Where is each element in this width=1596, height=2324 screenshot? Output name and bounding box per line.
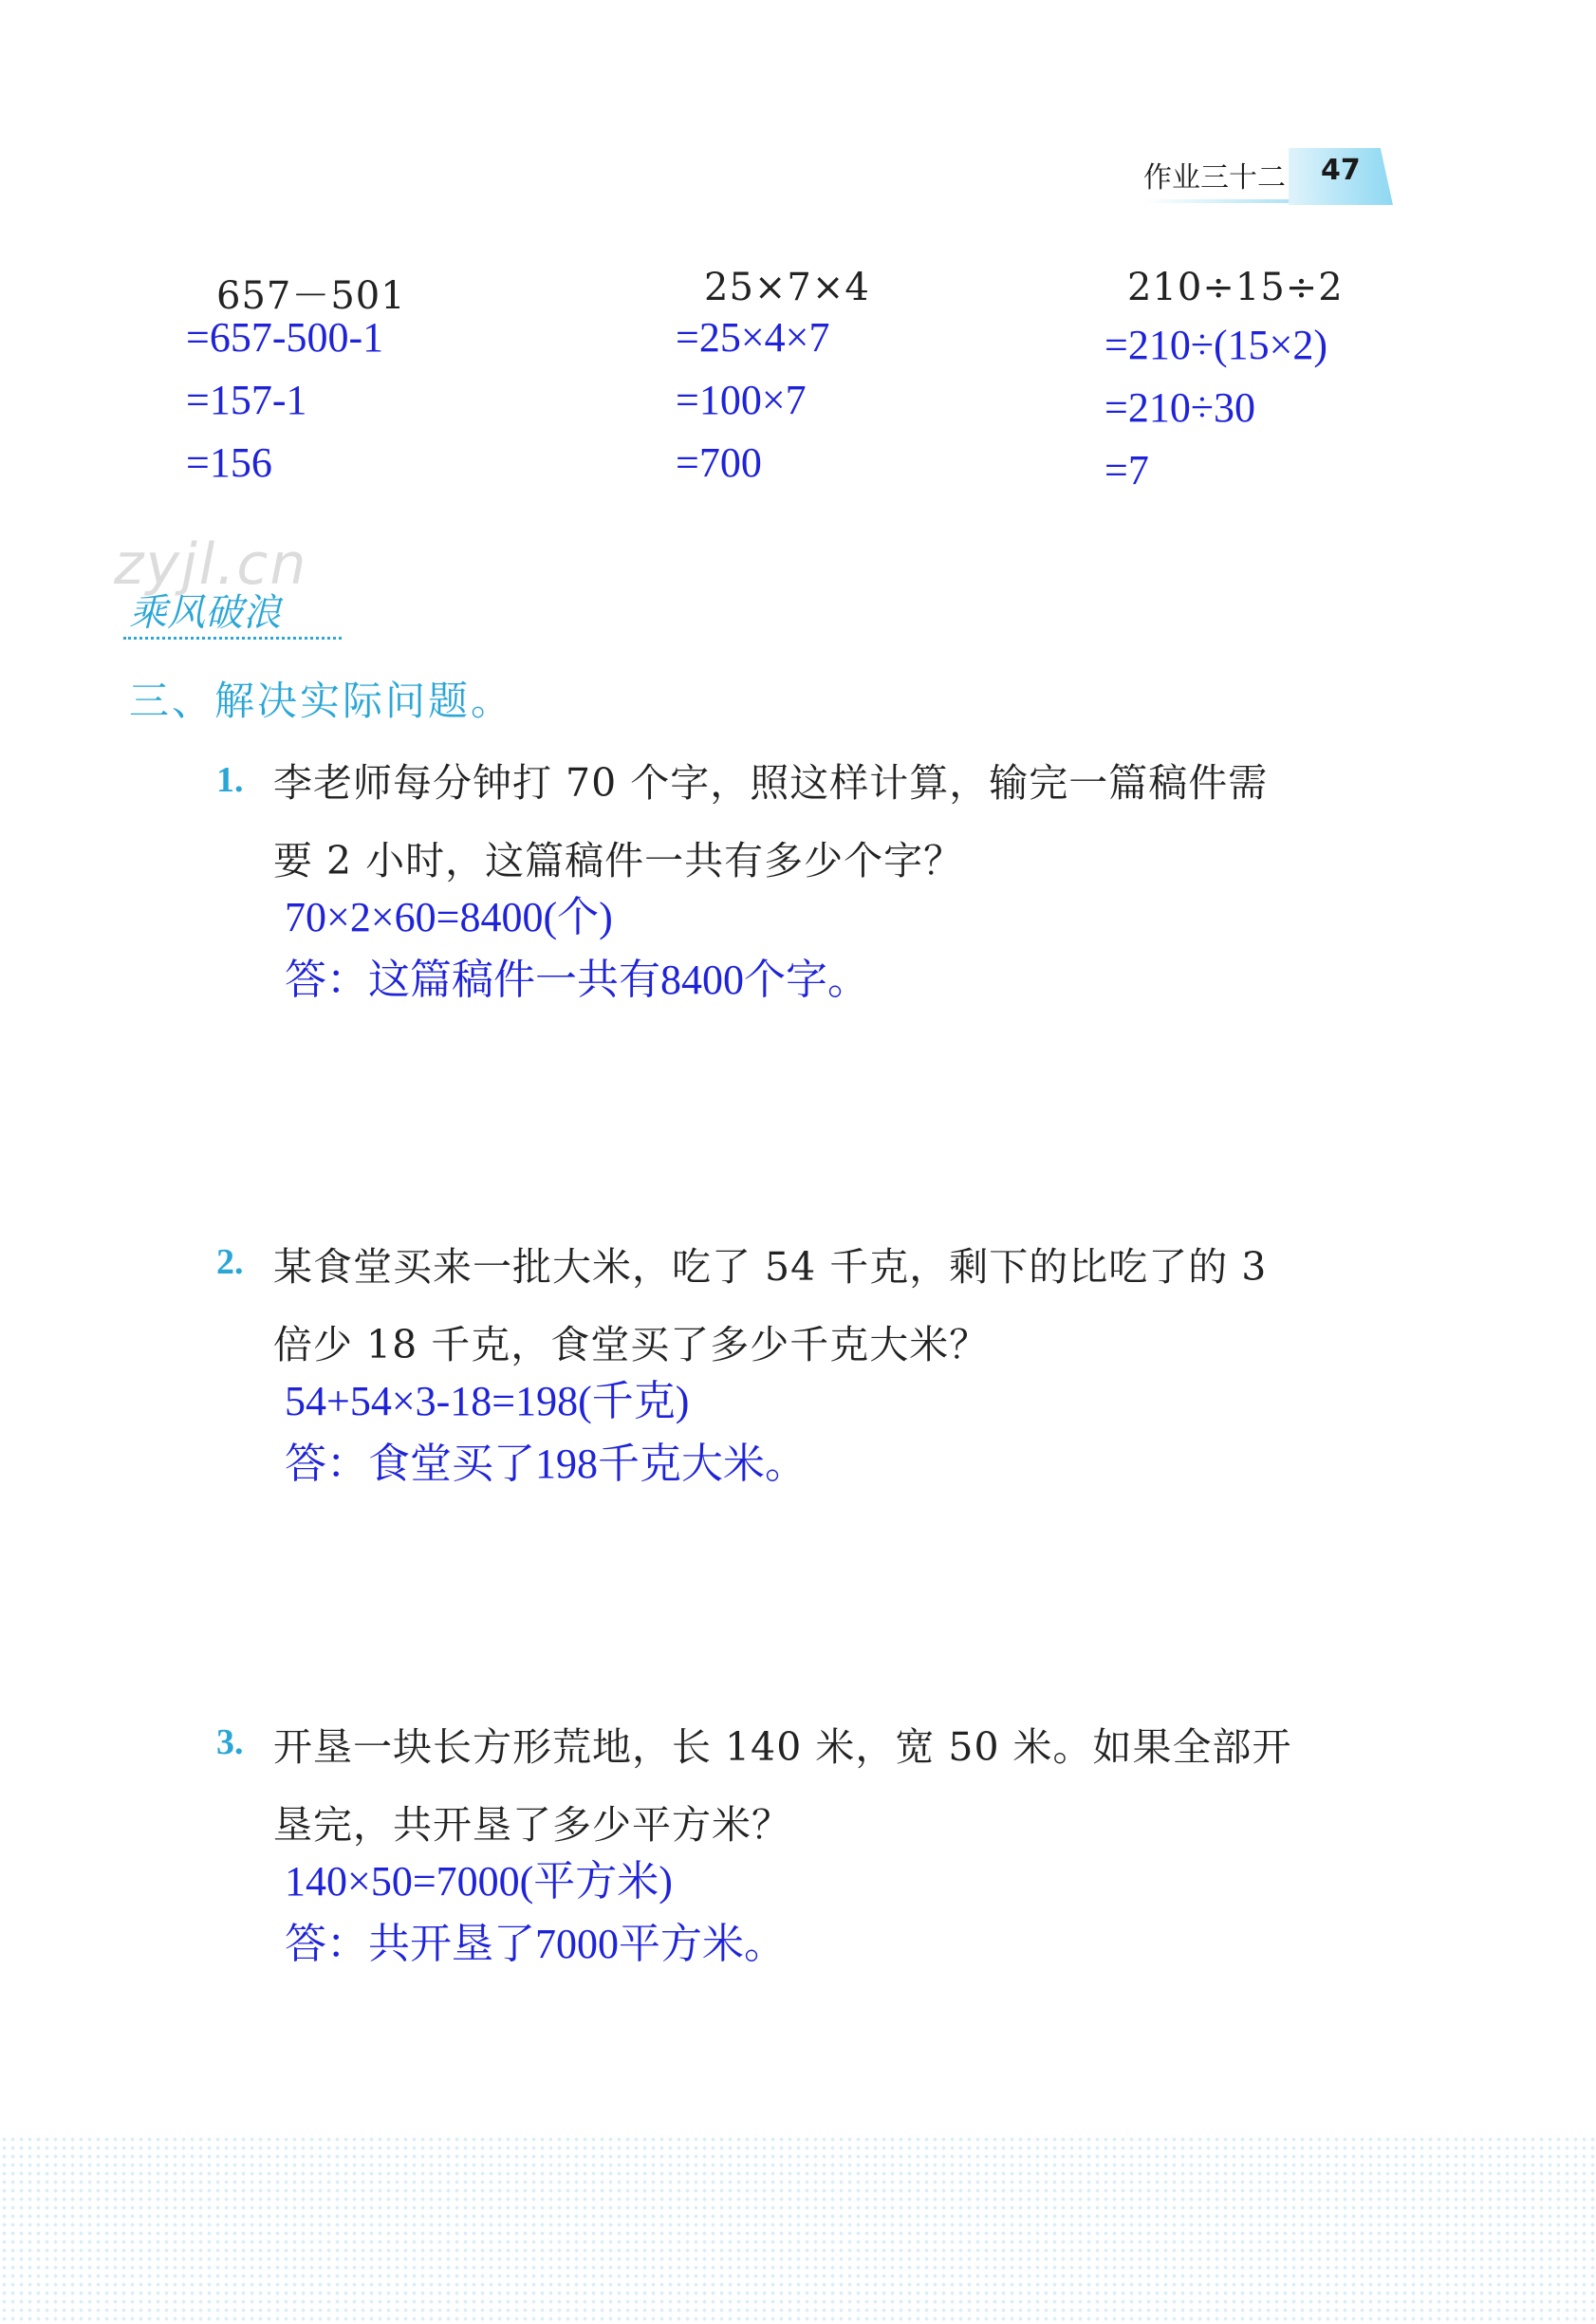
calc-3-step-3: =7 bbox=[1104, 447, 1149, 493]
question-2-answer-formula: 54+54×3-18=198(千克) bbox=[285, 1378, 690, 1424]
question-1-answer-formula: 70×2×60=8400(个) bbox=[285, 894, 613, 940]
footer-dot-pattern bbox=[0, 2135, 1596, 2324]
question-3-answer-formula: 140×50=7000(平方米) bbox=[285, 1858, 673, 1905]
question-2-line-2: 倍少 18 千克，食堂买了多少千克大米？ bbox=[273, 1322, 990, 1367]
question-3-line-2: 垦完，共开垦了多少平方米？ bbox=[273, 1802, 791, 1848]
question-3-number: 3. bbox=[216, 1722, 244, 1762]
question-1-line-2: 要 2 小时，这篇稿件一共有多少个字？ bbox=[273, 838, 964, 883]
question-2-answer-text: 答：食堂买了198千克大米。 bbox=[285, 1441, 807, 1487]
calc-1-step-3: =156 bbox=[186, 439, 272, 486]
calc-2-step-3: =700 bbox=[676, 439, 762, 486]
calc-2-expression: 25×7×4 bbox=[704, 266, 870, 309]
question-3-line-1: 开垦一块长方形荒地，长 140 米，宽 50 米。如果全部开 bbox=[273, 1724, 1292, 1770]
banner-underline bbox=[123, 634, 342, 640]
calc-3-expression: 210÷15÷2 bbox=[1127, 266, 1344, 309]
question-1-line-1: 李老师每分钟打 70 个字，照这样计算，输完一篇稿件需 bbox=[273, 760, 1269, 806]
calc-3-step-2: =210÷30 bbox=[1104, 384, 1255, 431]
section-banner: 乘风破浪 bbox=[129, 591, 281, 635]
header-title: 作业三十二 bbox=[1143, 161, 1286, 195]
question-1-number: 1. bbox=[216, 760, 244, 800]
calc-1-step-1: =657-500-1 bbox=[186, 314, 384, 361]
question-2-line-1: 某食堂买来一批大米，吃了 54 千克，剩下的比吃了的 3 bbox=[273, 1244, 1268, 1290]
page-number: 47 bbox=[1321, 154, 1361, 187]
calc-2-step-2: =100×7 bbox=[676, 377, 807, 423]
calc-2-step-1: =25×4×7 bbox=[676, 314, 830, 361]
section-title: 三、解决实际问题。 bbox=[129, 678, 514, 724]
calc-3-step-1: =210÷(15×2) bbox=[1104, 322, 1328, 368]
question-3-answer-text: 答：共开垦了7000平方米。 bbox=[285, 1921, 786, 1967]
question-2-number: 2. bbox=[216, 1242, 244, 1282]
calc-1-step-2: =157-1 bbox=[186, 377, 307, 423]
calc-1-expression: 657－501 bbox=[216, 274, 406, 318]
question-1-answer-text: 答：这篇稿件一共有8400个字。 bbox=[285, 957, 869, 1003]
watermark: zyjl.cn bbox=[114, 531, 308, 598]
